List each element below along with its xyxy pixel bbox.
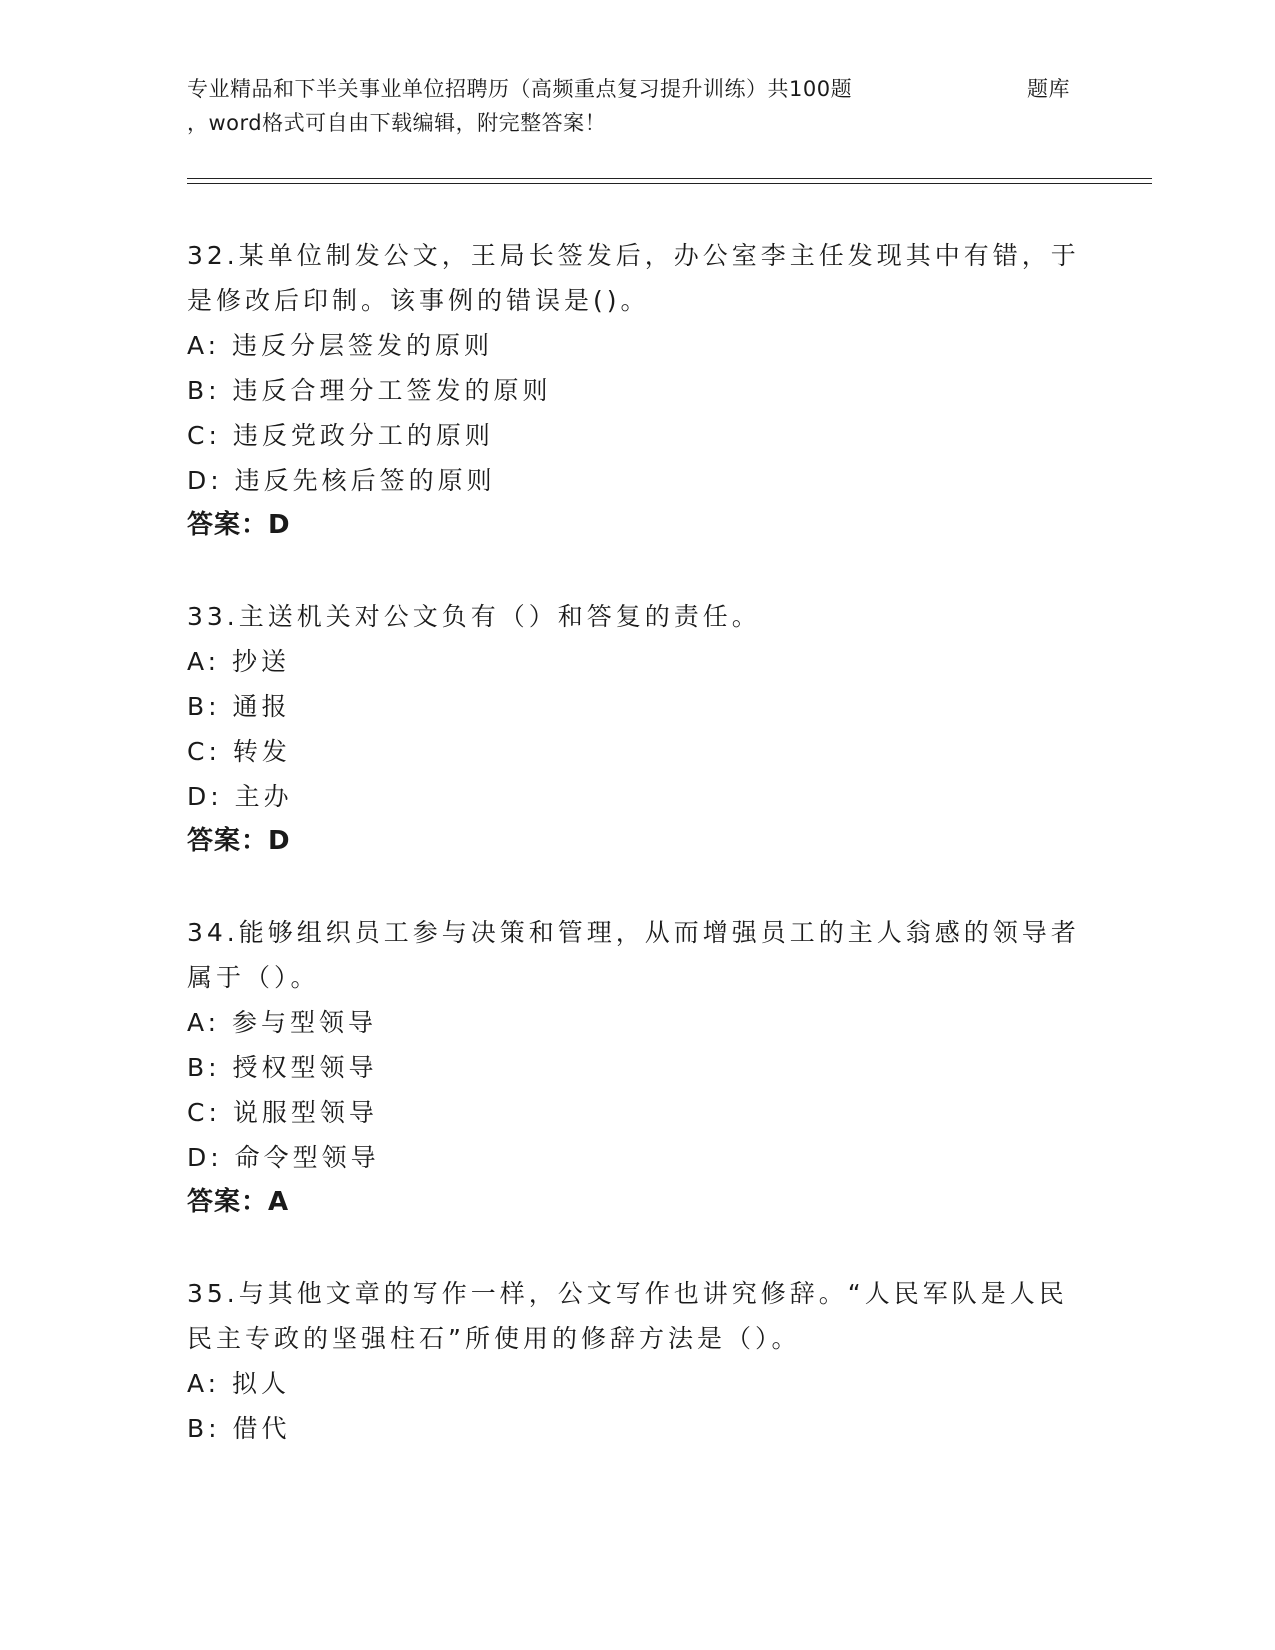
header-line-1 xyxy=(187,72,1087,106)
option-d: D: 命令型领导 xyxy=(187,1143,380,1172)
header-title: 专业精品和下半关事业单位招聘历（高频重点复习提升训练）共100题 xyxy=(187,77,853,101)
header-rule-top xyxy=(187,178,1152,179)
option-a: A: 违反分层签发的原则 xyxy=(187,331,494,360)
question-stem-line: 33.主送机关对公文负有（）和答复的责任。 xyxy=(187,602,761,631)
option-d: D: 主办 xyxy=(187,782,293,811)
answer-label: 答案：A xyxy=(187,1187,290,1217)
answer-label: 答案：D xyxy=(187,510,291,540)
option-b: B: 借代 xyxy=(187,1414,291,1443)
question-stem-line: 35.与其他文章的写作一样，公文写作也讲究修辞。“人民军队是人民 xyxy=(187,1279,1068,1308)
header-line-2: ，word格式可自由下载编辑，附完整答案！ xyxy=(187,111,607,135)
option-b: B: 违反合理分工签发的原则 xyxy=(187,376,552,405)
question-34 xyxy=(187,910,1087,1225)
question-32 xyxy=(187,233,1087,548)
header-rule-bottom xyxy=(187,183,1152,184)
question-35 xyxy=(187,1271,1087,1451)
page-header xyxy=(187,72,1087,140)
option-c: C: 说服型领导 xyxy=(187,1098,378,1127)
question-stem-line: 34.能够组织员工参与决策和管理，从而增强员工的主人翁感的领导者 xyxy=(187,918,1080,947)
header-tag: 题库 xyxy=(1027,77,1070,101)
answer-label: 答案：D xyxy=(187,826,291,856)
question-stem-line: 民主专政的坚强柱石”所使用的修辞方法是（）。 xyxy=(187,1324,801,1353)
question-list xyxy=(187,233,1087,1497)
question-33 xyxy=(187,594,1087,864)
option-c: C: 违反党政分工的原则 xyxy=(187,421,494,450)
option-a: A: 抄送 xyxy=(187,647,291,676)
question-stem-line: 32.某单位制发公文，王局长签发后，办公室李主任发现其中有错，于 xyxy=(187,241,1080,270)
option-b: B: 通报 xyxy=(187,692,291,721)
option-a: A: 拟人 xyxy=(187,1369,291,1398)
option-c: C: 转发 xyxy=(187,737,291,766)
question-stem-line: 属于（）。 xyxy=(187,963,320,992)
option-d: D: 违反先核后签的原则 xyxy=(187,466,496,495)
question-stem-line: 是修改后印制。该事例的错误是()。 xyxy=(187,286,650,315)
option-a: A: 参与型领导 xyxy=(187,1008,378,1037)
option-b: B: 授权型领导 xyxy=(187,1053,378,1082)
